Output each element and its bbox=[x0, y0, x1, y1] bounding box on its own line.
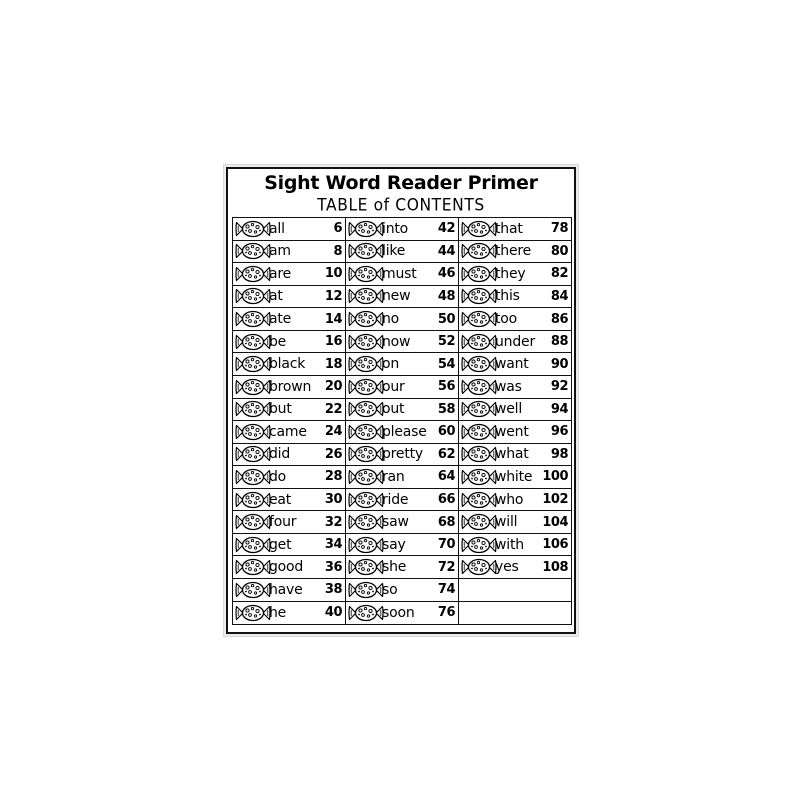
candy-icon bbox=[235, 220, 271, 238]
page-number: 48 bbox=[437, 288, 455, 304]
sight-word: our bbox=[382, 378, 405, 395]
page-number: 108 bbox=[542, 559, 568, 575]
contents-row bbox=[346, 241, 458, 264]
candy-icon bbox=[348, 355, 384, 373]
candy-icon bbox=[348, 468, 384, 486]
candy-icon bbox=[235, 333, 271, 351]
candy-icon bbox=[461, 378, 497, 396]
contents-row bbox=[233, 241, 345, 264]
sight-word: well bbox=[495, 401, 523, 418]
candy-icon bbox=[461, 536, 497, 554]
contents-row bbox=[459, 263, 571, 286]
candy-icon bbox=[348, 400, 384, 418]
contents-row bbox=[346, 444, 458, 467]
page-number: 60 bbox=[437, 424, 455, 440]
document-page bbox=[226, 167, 576, 634]
page-number: 20 bbox=[324, 379, 342, 395]
candy-icon bbox=[235, 513, 271, 531]
contents-row bbox=[346, 602, 458, 625]
contents-row bbox=[346, 466, 458, 489]
sight-word: now bbox=[382, 333, 411, 350]
candy-icon bbox=[461, 423, 497, 441]
page-number: 90 bbox=[550, 356, 568, 372]
page-number: 14 bbox=[324, 311, 342, 327]
sight-word: on bbox=[382, 356, 400, 373]
sight-word: no bbox=[382, 311, 400, 328]
contents-row bbox=[459, 331, 571, 354]
contents-table bbox=[232, 217, 572, 625]
sight-word: do bbox=[269, 468, 287, 485]
candy-icon bbox=[235, 491, 271, 509]
document-title: Sight Word Reader Primer bbox=[264, 172, 538, 194]
candy-icon bbox=[348, 242, 384, 260]
page-number: 38 bbox=[324, 582, 342, 598]
page-number: 80 bbox=[550, 243, 568, 259]
page-number: 26 bbox=[324, 446, 342, 462]
candy-icon bbox=[461, 310, 497, 328]
page-number: 74 bbox=[437, 582, 455, 598]
sight-word: must bbox=[382, 265, 417, 282]
candy-icon bbox=[461, 265, 497, 283]
candy-icon bbox=[235, 355, 271, 373]
page-number: 62 bbox=[437, 446, 455, 462]
sight-word: pretty bbox=[382, 446, 424, 463]
candy-icon bbox=[461, 242, 497, 260]
sight-word: have bbox=[269, 581, 303, 598]
contents-row bbox=[459, 308, 571, 331]
page-number: 22 bbox=[324, 401, 342, 417]
sight-word: please bbox=[382, 423, 427, 440]
sight-word: brown bbox=[269, 378, 312, 395]
contents-row bbox=[346, 218, 458, 241]
page-number: 58 bbox=[437, 401, 455, 417]
contents-row bbox=[459, 489, 571, 512]
page-number: 100 bbox=[542, 469, 568, 485]
candy-icon bbox=[461, 355, 497, 373]
page-number: 72 bbox=[437, 559, 455, 575]
contents-row bbox=[459, 511, 571, 534]
sight-word: black bbox=[269, 356, 306, 373]
sight-word: so bbox=[382, 581, 398, 598]
page-number: 34 bbox=[324, 537, 342, 553]
contents-row bbox=[346, 331, 458, 354]
contents-row bbox=[346, 579, 458, 602]
sight-word: but bbox=[269, 401, 292, 418]
contents-row bbox=[233, 466, 345, 489]
sight-word: who bbox=[495, 491, 524, 508]
page-number: 54 bbox=[437, 356, 455, 372]
candy-icon bbox=[348, 287, 384, 305]
sight-word: new bbox=[382, 288, 411, 305]
contents-column-3 bbox=[459, 218, 571, 624]
page-number: 6 bbox=[333, 221, 342, 237]
contents-row bbox=[459, 421, 571, 444]
sight-word: yes bbox=[495, 559, 519, 576]
page-number: 36 bbox=[324, 559, 342, 575]
contents-row bbox=[459, 286, 571, 309]
page-number: 12 bbox=[324, 288, 342, 304]
page-number: 96 bbox=[550, 424, 568, 440]
candy-icon bbox=[235, 468, 271, 486]
candy-icon bbox=[348, 581, 384, 599]
contents-row bbox=[233, 534, 345, 557]
sight-word: four bbox=[269, 514, 297, 531]
empty-row bbox=[459, 579, 571, 602]
sight-word: into bbox=[382, 220, 409, 237]
contents-row bbox=[346, 263, 458, 286]
document-subtitle: TABLE of CONTENTS bbox=[317, 195, 485, 215]
sight-word: ate bbox=[269, 311, 292, 328]
contents-row bbox=[233, 556, 345, 579]
sight-word: saw bbox=[382, 514, 409, 531]
page-number: 94 bbox=[550, 401, 568, 417]
contents-row bbox=[459, 534, 571, 557]
candy-icon bbox=[461, 287, 497, 305]
sight-word: under bbox=[495, 333, 536, 350]
sight-word: ran bbox=[382, 468, 405, 485]
candy-icon bbox=[348, 445, 384, 463]
contents-row bbox=[233, 286, 345, 309]
page-number: 28 bbox=[324, 469, 342, 485]
contents-row bbox=[459, 466, 571, 489]
page-number: 64 bbox=[437, 469, 455, 485]
page-number: 78 bbox=[550, 221, 568, 237]
page-number: 84 bbox=[550, 288, 568, 304]
sight-word: this bbox=[495, 288, 520, 305]
page-number: 76 bbox=[437, 605, 455, 621]
page-number: 82 bbox=[550, 266, 568, 282]
contents-row bbox=[233, 489, 345, 512]
empty-row bbox=[459, 602, 571, 625]
contents-row bbox=[459, 218, 571, 241]
contents-row bbox=[233, 421, 345, 444]
candy-icon bbox=[235, 378, 271, 396]
page-number: 70 bbox=[437, 537, 455, 553]
sight-word: he bbox=[269, 604, 287, 621]
candy-icon bbox=[461, 468, 497, 486]
sight-word: will bbox=[495, 514, 518, 531]
candy-icon bbox=[348, 378, 384, 396]
sight-word: am bbox=[269, 243, 291, 260]
candy-icon bbox=[235, 400, 271, 418]
sight-word: want bbox=[495, 356, 529, 373]
sight-word: are bbox=[269, 265, 292, 282]
candy-icon bbox=[348, 558, 384, 576]
contents-row bbox=[459, 241, 571, 264]
contents-row bbox=[346, 308, 458, 331]
contents-row bbox=[233, 353, 345, 376]
candy-icon bbox=[348, 604, 384, 622]
contents-row bbox=[459, 556, 571, 579]
page-number: 86 bbox=[550, 311, 568, 327]
candy-icon bbox=[235, 310, 271, 328]
contents-column-1 bbox=[233, 218, 346, 624]
sight-word: out bbox=[382, 401, 405, 418]
candy-icon bbox=[348, 220, 384, 238]
sight-word: they bbox=[495, 265, 526, 282]
page-number: 104 bbox=[542, 514, 568, 530]
candy-icon bbox=[348, 491, 384, 509]
candy-icon bbox=[235, 604, 271, 622]
candy-icon bbox=[461, 445, 497, 463]
page-number: 24 bbox=[324, 424, 342, 440]
sight-word: that bbox=[495, 220, 523, 237]
sight-word: was bbox=[495, 378, 522, 395]
page-number: 92 bbox=[550, 379, 568, 395]
sight-word: with bbox=[495, 536, 524, 553]
contents-row bbox=[459, 376, 571, 399]
page-number: 16 bbox=[324, 334, 342, 350]
candy-icon bbox=[348, 536, 384, 554]
sight-word: ride bbox=[382, 491, 409, 508]
page-number: 106 bbox=[542, 537, 568, 553]
sight-word: white bbox=[495, 468, 533, 485]
contents-row bbox=[233, 511, 345, 534]
sight-word: say bbox=[382, 536, 406, 553]
candy-icon bbox=[461, 220, 497, 238]
page-number: 30 bbox=[324, 492, 342, 508]
page-number: 18 bbox=[324, 356, 342, 372]
candy-icon bbox=[235, 445, 271, 463]
contents-row bbox=[233, 376, 345, 399]
candy-icon bbox=[461, 558, 497, 576]
candy-icon bbox=[348, 265, 384, 283]
contents-row bbox=[346, 489, 458, 512]
contents-row bbox=[233, 444, 345, 467]
contents-row bbox=[459, 399, 571, 422]
page-number: 56 bbox=[437, 379, 455, 395]
contents-column-2 bbox=[346, 218, 459, 624]
candy-icon bbox=[348, 333, 384, 351]
page-number: 88 bbox=[550, 334, 568, 350]
sight-word: good bbox=[269, 559, 304, 576]
sight-word: went bbox=[495, 423, 529, 440]
sight-word: get bbox=[269, 536, 292, 553]
candy-icon bbox=[235, 536, 271, 554]
sight-word: eat bbox=[269, 491, 292, 508]
contents-row bbox=[459, 353, 571, 376]
sight-word: what bbox=[495, 446, 529, 463]
sight-word: at bbox=[269, 288, 283, 305]
contents-row bbox=[346, 353, 458, 376]
candy-icon bbox=[235, 423, 271, 441]
contents-row bbox=[346, 399, 458, 422]
sight-word: all bbox=[269, 220, 285, 237]
contents-row bbox=[233, 399, 345, 422]
sight-word: like bbox=[382, 243, 406, 260]
candy-icon bbox=[461, 333, 497, 351]
candy-icon bbox=[348, 423, 384, 441]
page-number: 32 bbox=[324, 514, 342, 530]
contents-row bbox=[233, 263, 345, 286]
page-number: 98 bbox=[550, 446, 568, 462]
sight-word: came bbox=[269, 423, 307, 440]
candy-icon bbox=[348, 310, 384, 328]
page-number: 40 bbox=[324, 605, 342, 621]
sight-word: did bbox=[269, 446, 291, 463]
contents-row bbox=[346, 376, 458, 399]
page-number: 66 bbox=[437, 492, 455, 508]
page-number: 102 bbox=[542, 492, 568, 508]
candy-icon bbox=[235, 558, 271, 576]
page-number: 46 bbox=[437, 266, 455, 282]
contents-row bbox=[346, 556, 458, 579]
page-number: 68 bbox=[437, 514, 455, 530]
contents-row bbox=[346, 511, 458, 534]
contents-row bbox=[346, 421, 458, 444]
candy-icon bbox=[348, 513, 384, 531]
contents-row bbox=[346, 286, 458, 309]
candy-icon bbox=[235, 581, 271, 599]
sight-word: soon bbox=[382, 604, 415, 621]
sight-word: be bbox=[269, 333, 287, 350]
contents-row bbox=[233, 308, 345, 331]
page-number: 8 bbox=[333, 243, 342, 259]
contents-row bbox=[233, 579, 345, 602]
page-number: 50 bbox=[437, 311, 455, 327]
contents-row bbox=[233, 602, 345, 625]
sight-word: too bbox=[495, 311, 518, 328]
page-number: 44 bbox=[437, 243, 455, 259]
candy-icon bbox=[235, 242, 271, 260]
contents-row bbox=[346, 534, 458, 557]
page-number: 42 bbox=[437, 221, 455, 237]
candy-icon bbox=[461, 513, 497, 531]
sight-word: she bbox=[382, 559, 407, 576]
contents-row bbox=[459, 444, 571, 467]
candy-icon bbox=[461, 491, 497, 509]
candy-icon bbox=[461, 400, 497, 418]
page-number: 10 bbox=[324, 266, 342, 282]
sight-word: there bbox=[495, 243, 532, 260]
candy-icon bbox=[235, 265, 271, 283]
page-number: 52 bbox=[437, 334, 455, 350]
contents-row bbox=[233, 331, 345, 354]
contents-row bbox=[233, 218, 345, 241]
candy-icon bbox=[235, 287, 271, 305]
